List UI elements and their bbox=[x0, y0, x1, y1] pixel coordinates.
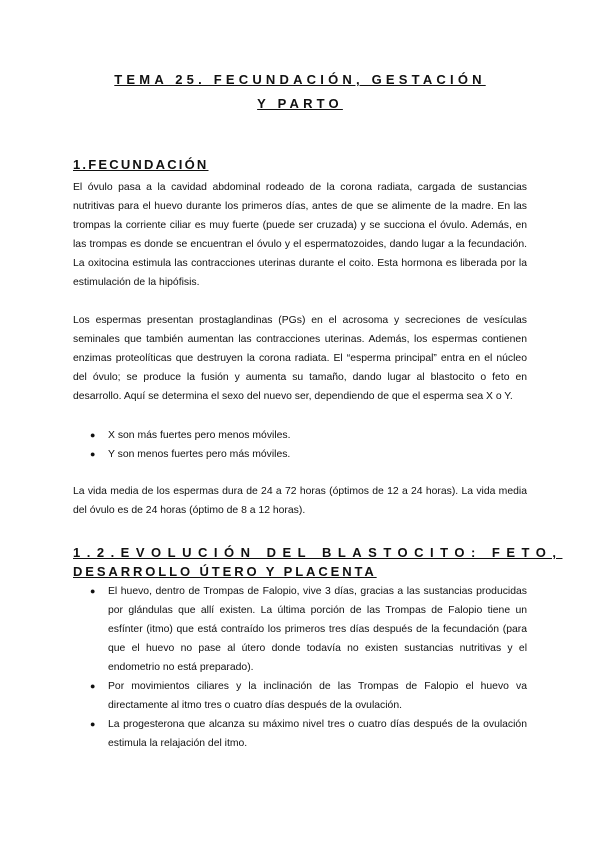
bullet-list-evolucion bbox=[73, 582, 527, 753]
list-item bbox=[73, 677, 527, 715]
bullet-dot-icon: ● bbox=[90, 430, 96, 440]
bullet-dot-icon: ● bbox=[90, 449, 96, 459]
bullet-dot-icon: ● bbox=[90, 586, 96, 596]
list-item-text: Y son menos fuertes pero más móviles. bbox=[108, 449, 291, 460]
list-item-text: X son más fuertes pero menos móviles. bbox=[108, 430, 291, 441]
document-title-line-2: Y PARTO bbox=[257, 96, 343, 111]
bullet-dot-icon: ● bbox=[90, 681, 96, 691]
document-title-line-1: TEMA 25. FECUNDACIÓN, GESTACIÓN bbox=[114, 72, 486, 87]
paragraph-vida-media: La vida media de los espermas dura de 24 a 72 horas (óptimos de 12 a 24 horas). La vida media del óvulo es de 24 horas (óptimo de 8 a 12 horas). bbox=[73, 486, 527, 516]
bullet-dot-icon: ● bbox=[90, 719, 96, 729]
section-heading-fecundacion: 1.FECUNDACIÓN bbox=[73, 157, 209, 172]
list-item-text: El huevo, dentro de Trompas de Falopio, vive 3 días, gracias a las sustancias producidas por glándulas que allí existen. La última porción de las Trompas de Falopio tiene un esfínter (itmo) que está contraído los primeros tres días después de la fecundación (para que el huevo no pase al útero donde todavía no existen sustancias nutritivas y el endometrio no está preparado). bbox=[108, 586, 527, 673]
list-item bbox=[73, 582, 527, 677]
bullet-list-sex-chromosomes bbox=[73, 426, 527, 464]
list-item bbox=[73, 445, 527, 464]
section-heading-evolucion-line-2: DESARROLLO ÚTERO Y PLACENTA bbox=[73, 564, 377, 579]
paragraph-espermas: Los espermas presentan prostaglandinas (PGs) en el acrosoma y secreciones de vesículas seminales que también aumentan las contracciones uterinas. Además, los espermas contienen enzimas proteolíticas que destruyen la corona radiata. El “esperma principal” entra en el núcleo del óvulo; se produce la fusión y aumenta su tamaño, dando lugar al blastocito o feto en desarrollo. Aquí se determina el sexo del nuevo ser, dependiendo de que el esperma sea X o Y. bbox=[73, 315, 527, 402]
list-item bbox=[73, 715, 527, 753]
list-item-text: La progesterona que alcanza su máximo nivel tres o cuatro días después de la ovulación estimula la relajación del itmo. bbox=[108, 719, 527, 749]
list-item bbox=[73, 426, 527, 445]
list-item-text: Por movimientos ciliares y la inclinación de las Trompas de Falopio el huevo va directamente al itmo tres o cuatro días después de la ovulación. bbox=[108, 681, 527, 711]
section-heading-evolucion-line-1: 1.2.EVOLUCIÓN DEL BLASTOCITO: FETO, bbox=[73, 545, 563, 560]
paragraph-ovulo: El óvulo pasa a la cavidad abdominal rodeado de la corona radiata, cargada de sustancias nutritivas para el huevo durante los primeros días, antes de que se alimente de la madre. En las trompas la corriente ciliar es muy fuerte (puede ser cruzada) y se succiona el óvulo. Además, en las trompas es donde se encuentran el óvulo y el espermatozoides, dando lugar a la fecundación. La oxitocina estimula las contracciones uterinas durante el coito. Esta hormona es liberada por la estimulación de la hipófisis. bbox=[73, 182, 527, 288]
